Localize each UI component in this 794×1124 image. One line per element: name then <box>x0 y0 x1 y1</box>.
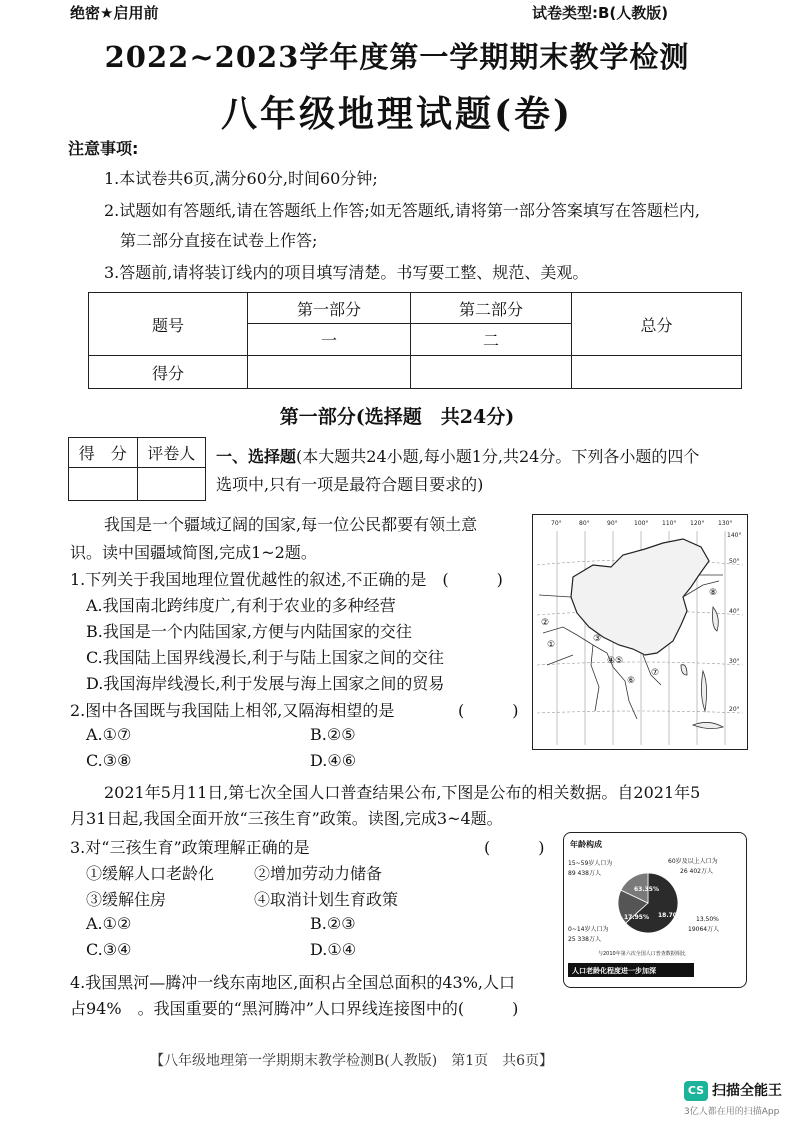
grader-score-cell <box>69 468 138 501</box>
q2-option-d: D.④⑥ <box>310 751 357 770</box>
question-3-stem: 3.对“三孩生育”政策理解正确的是 <box>70 838 310 857</box>
part2-header: 第二部分 <box>411 293 572 324</box>
marker-7: ⑦ <box>651 668 660 678</box>
marker-5: ⑤ <box>615 656 624 666</box>
lon-label: 110° <box>662 520 677 527</box>
q1-option-d: D.我国海岸线漫长,利于发展与海上国家之间的贸易 <box>86 674 445 693</box>
lon-label: 100° <box>634 520 649 527</box>
question-2-stem: 2.图中各国既与我国陆上相邻,又隔海相望的是 <box>70 701 395 720</box>
q1-option-a: A.我国南北跨纬度广,有利于农业的多种经营 <box>86 596 396 615</box>
notice-item: 1.本试卷共6页,满分60分,时间60分钟; <box>104 169 378 188</box>
lon-label: 120° <box>690 520 705 527</box>
section-1-header: 一 <box>248 324 411 356</box>
sub-value: 19064万人 <box>688 926 720 933</box>
score-cell-total <box>572 356 742 389</box>
slice-label-15-59: 63.35% <box>634 886 659 893</box>
section-title: 一、选择题 <box>216 447 297 466</box>
question-4-line1: 4.我国黑河—腾冲一线东南地区,面积占全国总面积的43%,人口 <box>70 973 516 992</box>
islands <box>681 607 723 729</box>
grader-reviewer-label: 评卷人 <box>137 438 206 468</box>
china-territory-map <box>532 514 748 750</box>
grader-table <box>68 437 206 501</box>
scanner-logo-icon: CS <box>684 1081 708 1101</box>
group-0-14-label: 0~14岁人口为 <box>568 926 609 933</box>
marker-6: ⑥ <box>627 676 636 686</box>
map-graphic <box>533 515 747 749</box>
group-60-plus-label: 60岁及以上人口为 <box>668 858 718 865</box>
group-15-59-label: 15~59岁人口为 <box>568 860 613 867</box>
section-2-header: 二 <box>411 324 572 356</box>
slice-label-0-14: 17.95% <box>624 914 649 921</box>
q2-option-b: B.②⑤ <box>310 725 356 744</box>
latitude-labels <box>729 558 740 713</box>
q1-option-b: B.我国是一个内陆国家,方便与内陆国家的交往 <box>86 622 412 641</box>
lon-label: 90° <box>607 520 618 527</box>
aging-banner: 人口老龄化程度进一步加深 <box>572 967 656 975</box>
grader-score-label: 得 分 <box>69 438 138 468</box>
marker-4: ④ <box>607 656 616 666</box>
notice-heading: 注意事项: <box>68 139 139 158</box>
q3-item-1: ①缓解人口老龄化 <box>86 864 215 883</box>
score-table <box>88 292 742 389</box>
lat-label: 40° <box>729 608 740 615</box>
passage-line: 2021年5月11日,第七次全国人口普查结果公布,下图是公布的相关数据。自2021年5 <box>104 783 701 802</box>
group-15-59-value: 89 438万人 <box>568 870 601 877</box>
scanner-app-slogan: 3亿人都在用的扫描App <box>684 1107 780 1117</box>
section-intro <box>216 444 699 467</box>
score-label: 得分 <box>89 356 248 389</box>
marker-8: ⑧ <box>709 588 718 598</box>
section-intro-b: 选项中,只有一项是最符合题目要求的) <box>216 475 484 494</box>
scanner-app-name: 扫描全能王 <box>712 1083 782 1099</box>
group-60-plus-value: 26 402万人 <box>680 868 713 875</box>
age-chart-graphic <box>564 833 746 987</box>
notice-item: 第二部分直接在试卷上作答; <box>120 231 318 250</box>
q3-item-3: ③缓解住房 <box>86 890 167 909</box>
q3-option-c: C.③④ <box>86 940 132 959</box>
chart-title: 年龄构成 <box>570 840 602 849</box>
age-pie <box>618 873 678 933</box>
paper-type-label: 试卷类型:B(人教版) <box>532 4 669 22</box>
lat-label: 20° <box>729 706 740 713</box>
page-footer: 【八年级地理第一学期期末教学检测B(人教版) 第1页 共6页】 <box>150 1053 554 1069</box>
q2-option-a: A.①⑦ <box>86 725 132 744</box>
lon-label: 130° <box>718 520 733 527</box>
marker-1: ① <box>547 640 556 650</box>
passage-line: 我国是一个疆域辽阔的国家,每一位公民都要有领土意 <box>104 515 478 534</box>
notice-item: 3.答题前,请将装订线内的项目填写清楚。书写要工整、规范、美观。 <box>104 263 589 282</box>
score-cell-2 <box>411 356 572 389</box>
q3-item-2: ②增加劳动力储备 <box>254 864 383 883</box>
marker-2: ② <box>541 618 550 628</box>
q3-option-d: D.①④ <box>310 940 357 959</box>
compare-note: 与2010年第六次全国人口普查数据相比 <box>598 951 686 957</box>
marker-3: ③ <box>593 634 602 644</box>
score-cell-1 <box>248 356 411 389</box>
question-4-line2: 占94% 。我国重要的“黑河腾冲”人口界线连接图中的( ) <box>70 999 519 1018</box>
longitude-labels <box>551 520 741 539</box>
passage-line: 识。读中国疆域简图,完成1~2题。 <box>70 543 317 562</box>
lon-label: 80° <box>579 520 590 527</box>
question-3-bracket: ( ) <box>484 838 545 857</box>
lat-label: 30° <box>729 658 740 665</box>
exam-title: 2022~2023学年度第一学期期末教学检测 <box>104 40 690 74</box>
lat-label: 50° <box>729 558 740 565</box>
total-header: 总分 <box>572 293 742 356</box>
grader-reviewer-cell <box>137 468 206 501</box>
lon-label: 140° <box>727 532 742 539</box>
q3-item-4: ④取消计划生育政策 <box>254 890 399 909</box>
population-age-chart <box>563 832 747 988</box>
section-intro-a: (本大题共24小题,每小题1分,共24分。下列各小题的四个 <box>296 447 700 466</box>
question-2-bracket: ( ) <box>458 701 519 720</box>
part1-heading: 第一部分(选择题 共24分) <box>279 406 515 428</box>
q1-option-c: C.我国陆上国界线漫长,利于与陆上国家之间的交往 <box>86 648 444 667</box>
row-label: 题号 <box>89 293 248 356</box>
notice-item: 2.试题如有答题纸,请在答题纸上作答;如无答题纸,请将第一部分答案填写在答题栏内, <box>104 201 700 220</box>
slice-label-60-plus: 18.70% <box>658 912 683 919</box>
question-1-stem: 1.下列关于我国地理位置优越性的叙述,不正确的是 ( ) <box>70 570 503 589</box>
passage-line: 月31日起,我国全面开放“三孩生育”政策。读图,完成3~4题。 <box>70 809 503 828</box>
group-0-14-value: 25 338万人 <box>568 936 601 943</box>
q3-option-a: A.①② <box>86 914 132 933</box>
sub-percent: 13.50% <box>696 916 719 923</box>
confidential-label: 绝密★启用前 <box>70 4 159 22</box>
q3-option-b: B.②③ <box>310 914 356 933</box>
q2-option-c: C.③⑧ <box>86 751 132 770</box>
part1-header: 第一部分 <box>248 293 411 324</box>
lon-label: 70° <box>551 520 562 527</box>
china-outline <box>571 539 709 655</box>
exam-subtitle: 八年级地理试题(卷) <box>220 93 574 135</box>
